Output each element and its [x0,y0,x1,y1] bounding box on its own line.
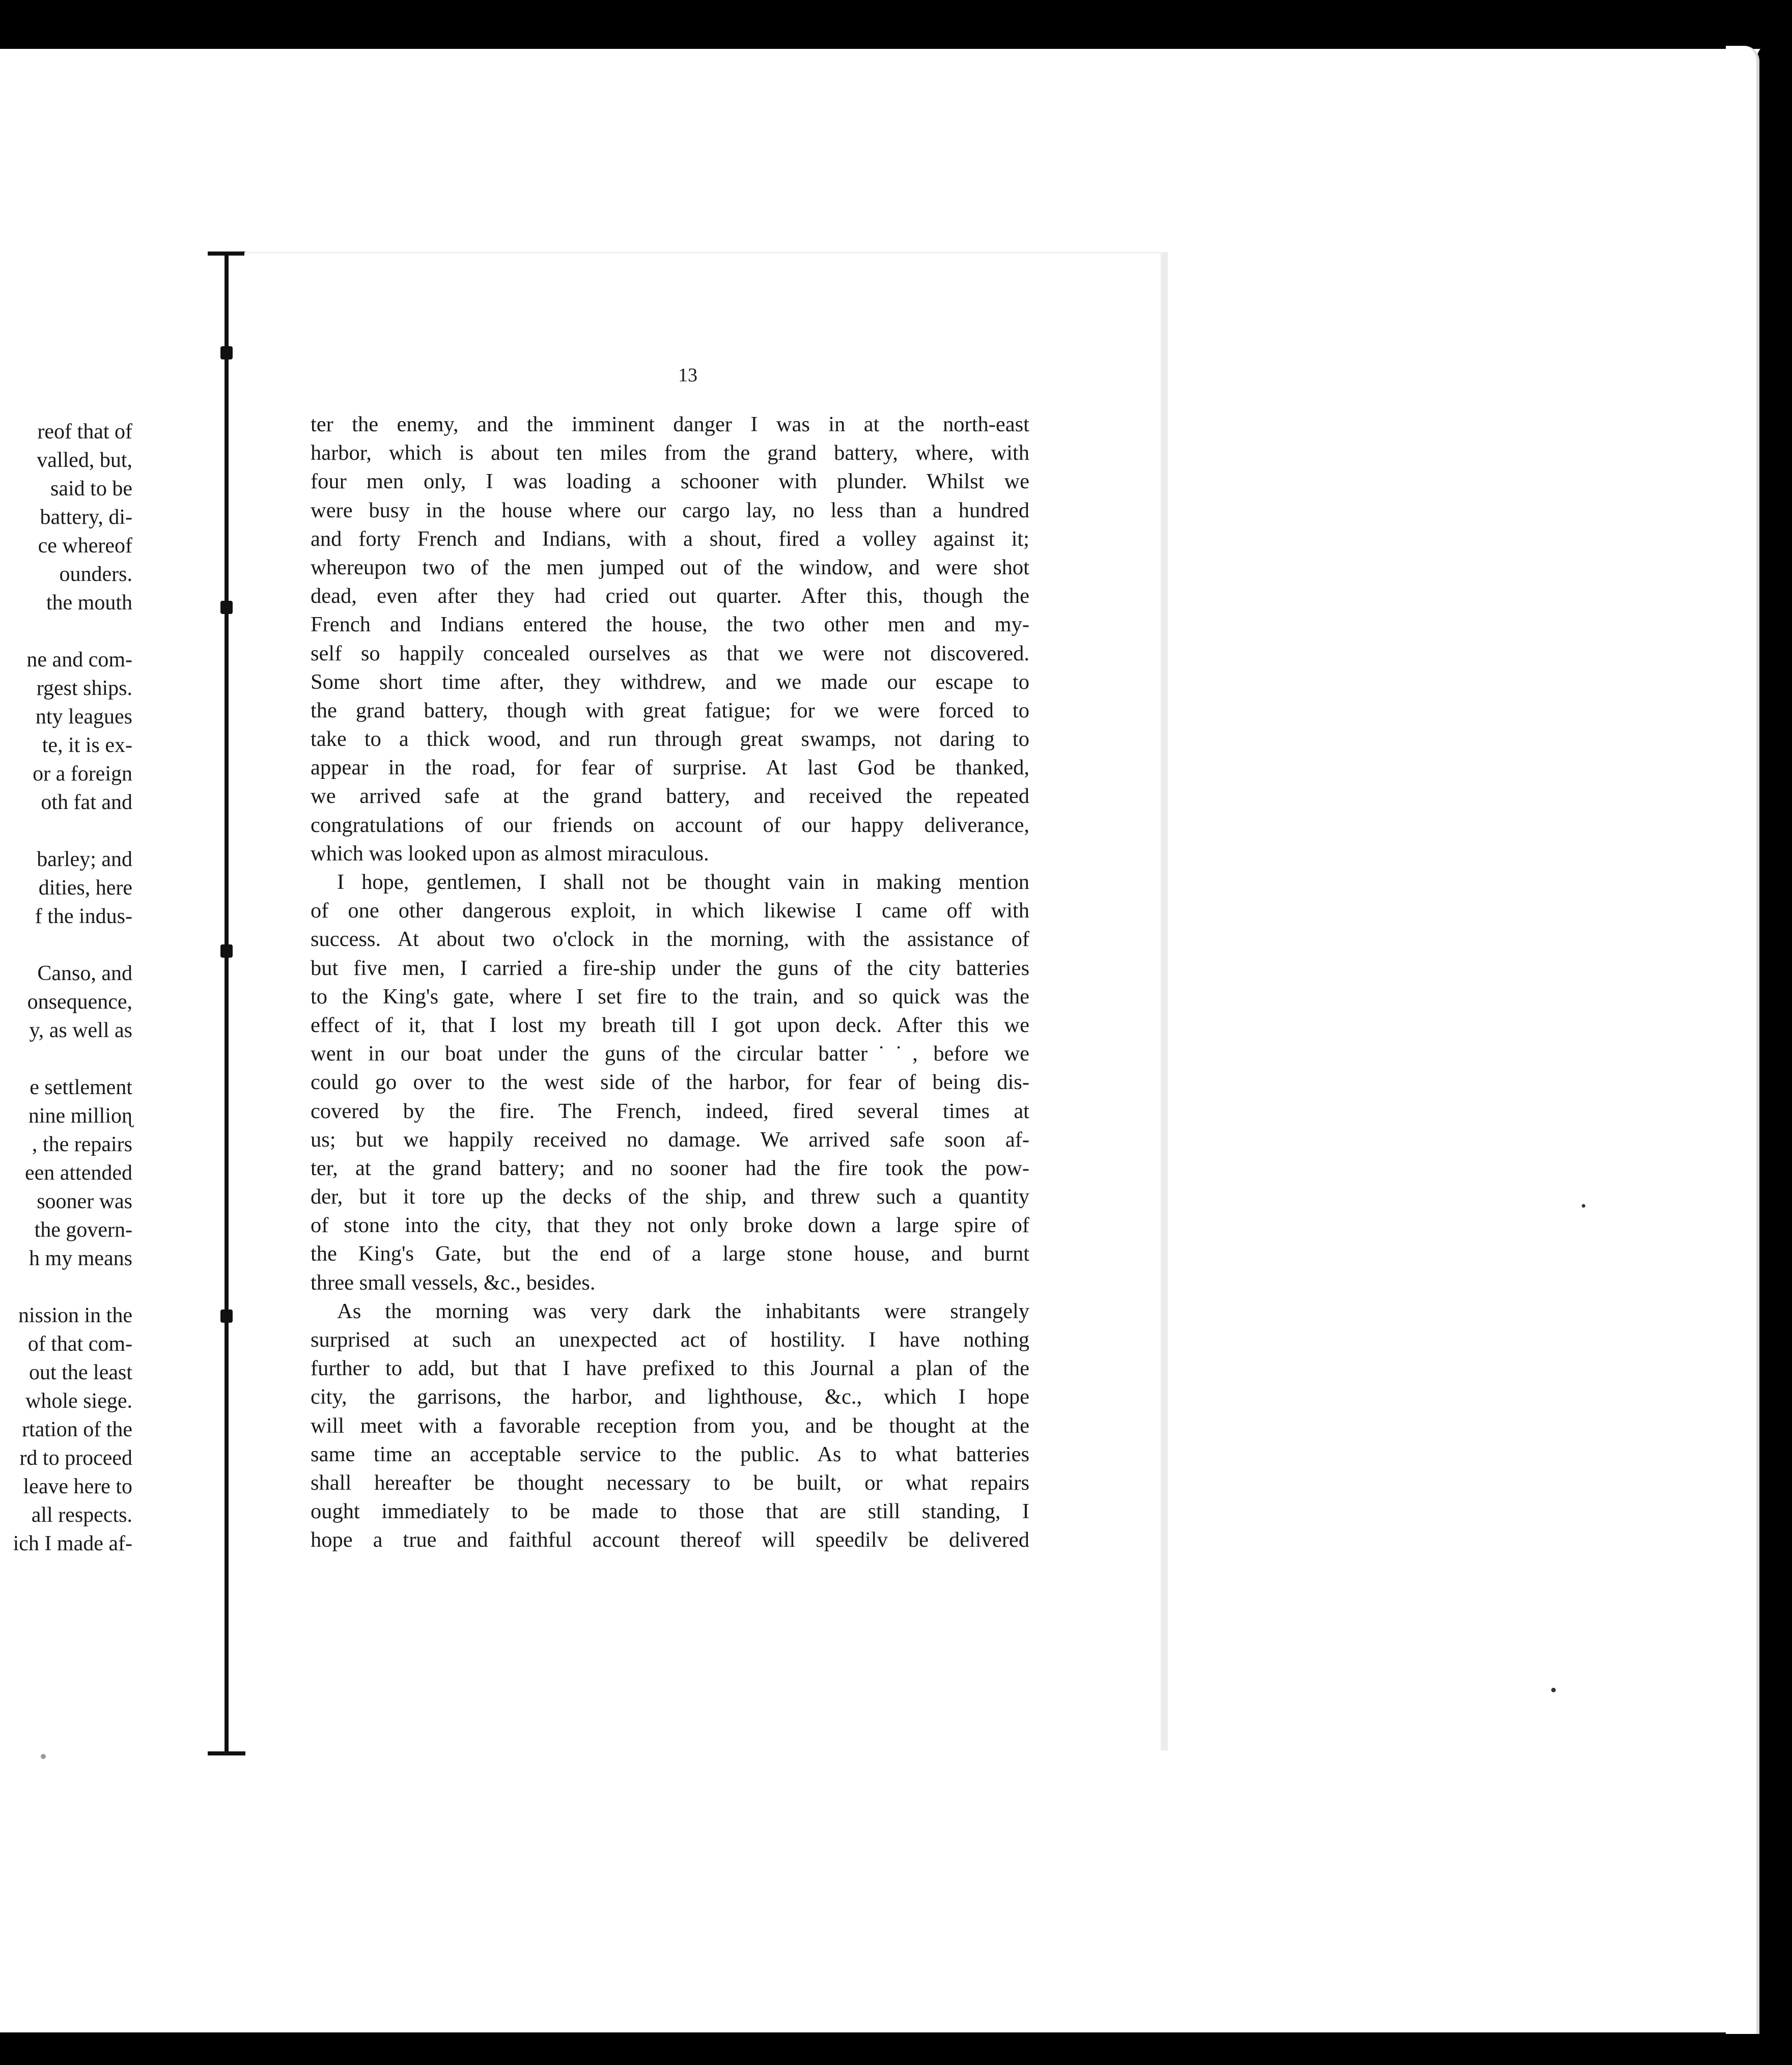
scan-speck [1551,1688,1556,1692]
text-line: to the King's gate, where I set fire to the train, and so quick was the [311,984,1029,1009]
facing-page-line: ne and com- [26,648,132,672]
text-line: same time an acceptable service to the public. As to what batteries [311,1442,1029,1466]
text-line: covered by the fire. The French, indeed, fired several times at [311,1099,1029,1123]
text-line: hope a true and faithful account thereof will speedilv be delivered [311,1528,1029,1552]
facing-page-line: nine millioɳ [28,1104,132,1128]
text-line: us; but we happily received no damage. We arrived safe soon af- [311,1127,1029,1152]
scan-speck [1582,1204,1585,1208]
text-line: self so happily concealed ourselves as that we were not discovered. [311,641,1029,665]
text-line: dead, even after they had cried out quarter. After this, though the [311,584,1029,608]
facing-page-line: rd to proceed [19,1446,132,1470]
text-line: city, the garrisons, the harbor, and lighthouse, &c., which I hope [311,1385,1029,1409]
text-line: success. At about two o'clock in the morning, with the assistance of [311,927,1029,952]
paragraph [311,868,1029,1297]
facing-page-line: barley; and [37,848,132,871]
text-line: three small vessels, &c., besides. [311,1270,596,1295]
text-line: whereupon two of the men jumped out of the window, and were shot [311,555,1029,579]
book-spine [225,255,229,1755]
text-line: ter, at the grand battery; and no sooner had the fire took the pow- [311,1156,1029,1180]
text-line: appear in the road, for fear of surprise. At last God be thanked, [311,756,1029,780]
text-line: the grand battery, though with great fatigue; for we were forced to [311,698,1029,722]
spine-stitch [220,346,233,359]
facing-page-line: rtation of the [22,1418,132,1441]
text-line: effect of it, that I lost my breath till I got upon deck. After this we [311,1013,1029,1037]
text-line: French and Indians entered the house, the two other men and my- [311,612,1029,637]
text-line: but five men, I carried a fire-ship under the guns of the city batteries [311,956,1029,980]
page-edge-right [1726,46,1759,2034]
facing-page-left [0,417,137,1568]
facing-page-line: oth fat and [41,791,132,814]
text-line: ought immediately to be made to those that are still standing, I [311,1499,1029,1524]
facing-page-line: valled, but, [37,449,132,472]
facing-page-line: Canso, and [37,962,132,985]
facing-page-line: sooner was [37,1190,132,1213]
spine-stitch [220,1309,233,1323]
text-line: further to add, but that I have prefixed to this Journal a plan of the [311,1356,1029,1381]
spine-stitch [220,944,233,958]
facing-page-line: y, as well as [29,1019,132,1042]
scan-border-top [0,0,1792,49]
text-line: der, but it tore up the decks of the ship, and threw such a quantity [311,1185,1029,1209]
text-line: we arrived safe at the grand battery, and received the repeated [311,784,1029,808]
facing-page-line: ounders. [59,563,132,586]
text-line: Some short time after, they withdrew, and we made our escape to [311,669,1029,694]
facing-page-line: ce whereof [38,534,132,557]
facing-page-line: whole siege. [25,1389,132,1413]
text-line: of one other dangerous exploit, in which likewise I came off with [311,899,1029,923]
text-line: will meet with a favorable reception from you, and be thought at the [311,1413,1029,1438]
text-line: As the morning was very dark the inhabitants were strangely [337,1299,1029,1323]
facing-page-line: dities, here [38,876,132,900]
facing-page-line: een attended [24,1161,132,1185]
facing-page-line: f the indus- [35,905,132,928]
facing-page-line: of that com- [27,1332,132,1356]
facing-page-line: battery, di- [40,506,132,529]
text-line: congratulations of our friends on account of our happy deliverance, [311,813,1029,837]
facing-page-line: onsequence, [27,990,132,1014]
facing-page-line: nission in the [18,1304,132,1327]
facing-page-line: , the repairs [32,1133,132,1156]
facing-page-line: out the least [29,1361,132,1384]
text-line: surprised at such an unexpected act of hostility. I have nothing [311,1328,1029,1352]
paragraph [311,410,1029,868]
scan-speck [41,1754,46,1759]
text-line: could go over to the west side of the harbor, for fear of being dis- [311,1070,1029,1095]
text-line: the King's Gate, but the end of a large stone house, and burnt [311,1242,1029,1266]
text-line: four men only, I was loading a schooner with plunder. Whilst we [311,469,1029,494]
facing-page-line: rgest ships. [36,677,132,700]
text-line: I hope, gentlemen, I shall not be thought vain in making mention [337,870,1029,894]
text-line: harbor, which is about ten miles from the grand battery, where, with [311,441,1029,465]
facing-page-line: te, it is ex- [42,734,132,757]
text-line: were busy in the house where our cargo lay, no less than a hundred [311,498,1029,522]
facing-page-line: the mouth [46,591,132,615]
spine-cap-bottom [208,1751,245,1755]
text-line: shall hereafter be thought necessary to be built, or what repairs [311,1470,1029,1495]
spine-stitch [220,601,233,614]
facing-page-line: h my means [29,1247,132,1270]
page-body-text [311,410,1029,1555]
facing-page-line: nty leagues [35,705,132,729]
facing-page-line: said to be [50,477,132,500]
facing-page-line: leave here to [23,1475,132,1498]
facing-page-line: e settlement [30,1076,132,1099]
facing-page-line: all respects. [31,1503,132,1527]
text-line: of stone into the city, that they not only broke down a large spire of [311,1213,1029,1238]
text-line: which was looked upon as almost miraculous. [311,841,709,866]
text-line: and forty French and Indians, with a shout, fired a volley against it; [311,526,1029,551]
page-number: 13 [678,365,697,386]
facing-page-line: ich I made af- [13,1532,132,1555]
facing-page-line: or a foreign [33,762,132,786]
scan-border-bottom [0,2032,1792,2065]
text-line: take to a thick wood, and run through great swamps, not daring to [311,727,1029,751]
text-line: went in our boat under the guns of the circular batter˙˙, before we [311,1042,1029,1066]
facing-page-line: reof that of [37,420,132,443]
scan-border-right [1756,41,1792,2036]
facing-page-line: the govern- [34,1218,132,1242]
text-line: ter the enemy, and the imminent danger I was in at the north-east [311,412,1029,436]
paragraph [311,1297,1029,1555]
spine-cap-top [208,252,245,256]
